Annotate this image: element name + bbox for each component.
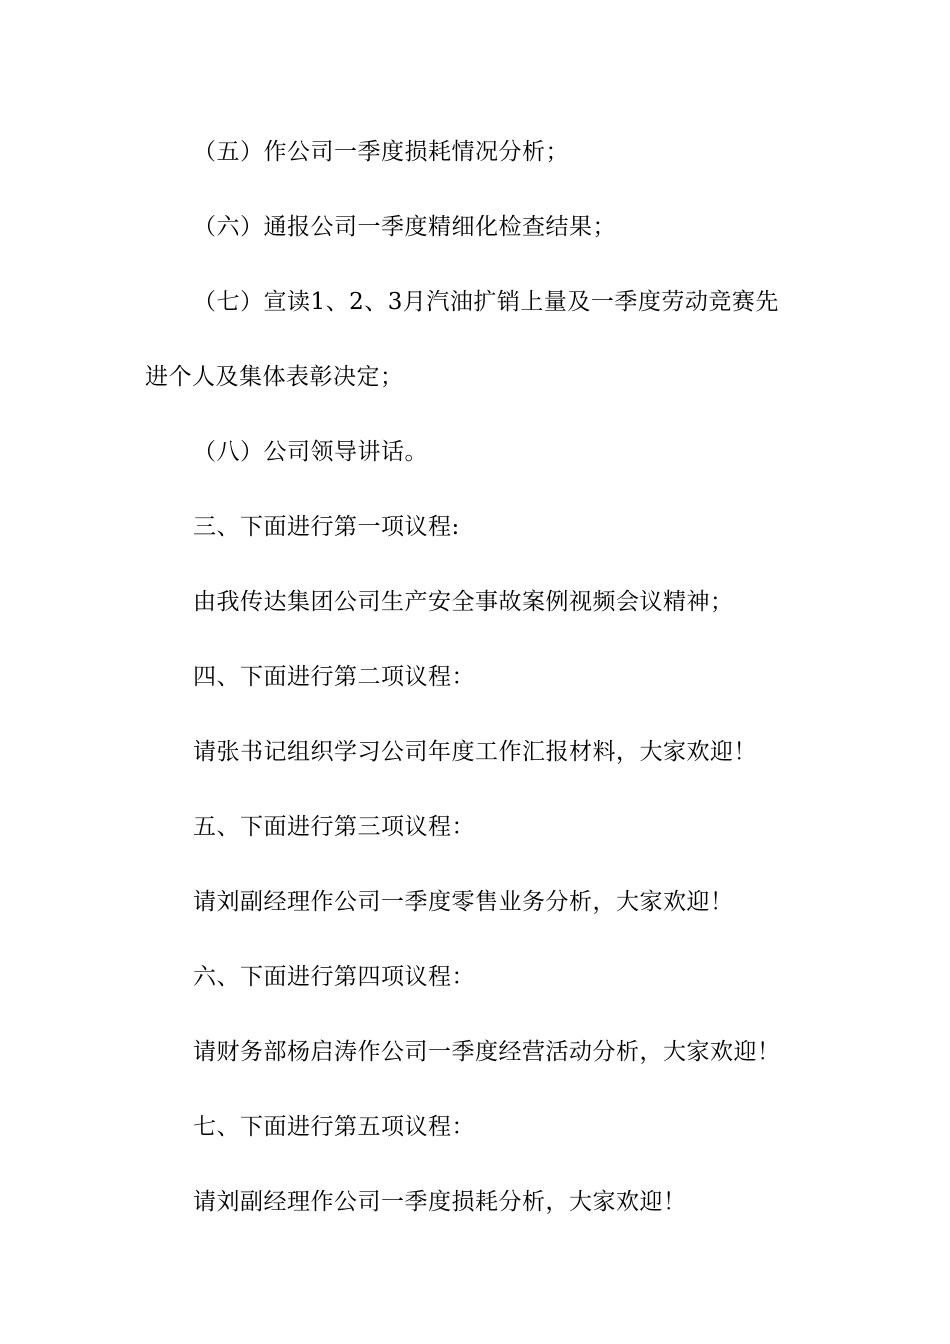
agenda-item-8: （八）公司领导讲话。	[193, 439, 428, 465]
section-3-heading: 三、下面进行第一项议程:	[193, 514, 460, 540]
agenda-item-7: （七）宣读1、2、3月汽油扩销上量及一季度劳动竞赛先	[193, 289, 779, 315]
section-7-body: 请刘副经理作公司一季度损耗分析，大家欢迎！	[193, 1189, 687, 1215]
section-5-body: 请刘副经理作公司一季度零售业务分析，大家欢迎！	[193, 889, 734, 915]
agenda-item-5: （五）作公司一季度损耗情况分析；	[193, 139, 569, 165]
section-4-body: 请张书记组织学习公司年度工作汇报材料，大家欢迎！	[193, 739, 757, 765]
section-7-heading: 七、下面进行第五项议程：	[193, 1114, 475, 1140]
agenda-item-7-continued: 进个人及集体表彰决定；	[145, 364, 404, 390]
section-3-body: 由我传达集团公司生产安全事故案例视频会议精神；	[193, 589, 734, 615]
agenda-item-6: （六）通报公司一季度精细化检查结果；	[193, 214, 616, 240]
section-5-heading: 五、下面进行第三项议程：	[193, 814, 475, 840]
section-6-heading: 六、下面进行第四项议程：	[193, 964, 475, 990]
section-6-body: 请财务部杨启涛作公司一季度经营活动分析，大家欢迎！	[193, 1039, 781, 1065]
section-4-heading: 四、下面进行第二项议程：	[193, 664, 475, 690]
